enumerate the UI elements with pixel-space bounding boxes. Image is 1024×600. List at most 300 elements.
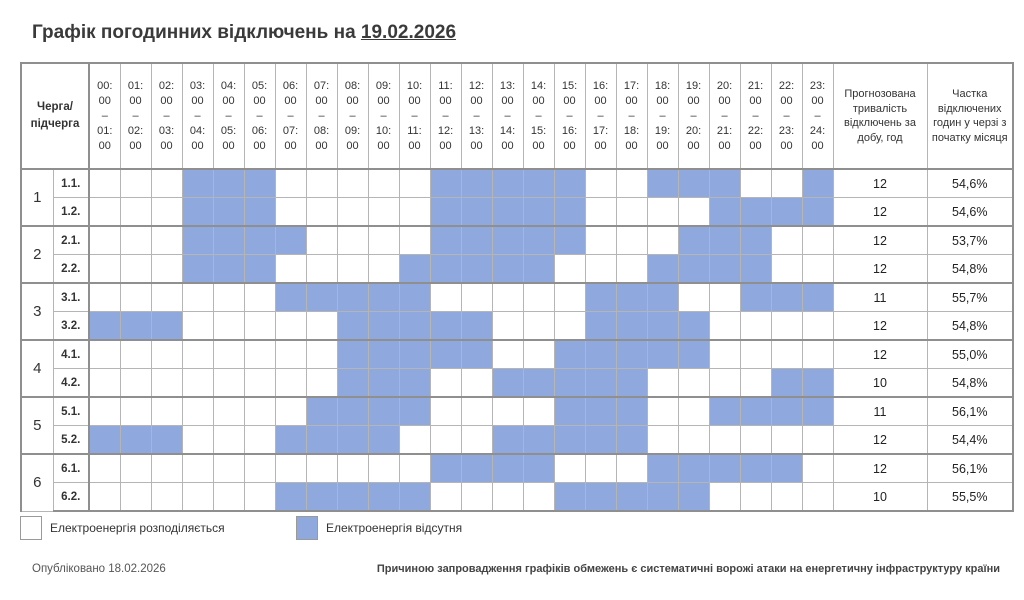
hour-cell-outage — [647, 255, 678, 284]
hour-header-part: 00 — [563, 139, 576, 152]
subqueue-label: 3.1. — [53, 283, 89, 312]
hour-cell-outage — [492, 198, 523, 227]
hour-cell-outage — [802, 369, 833, 398]
hour-cell-outage — [461, 255, 492, 284]
hour-header-part: 13: — [468, 124, 485, 137]
hour-header-part: – — [721, 109, 728, 122]
hour-header-part: 20: — [716, 79, 733, 92]
hour-cell-power — [244, 454, 275, 483]
hour-cell-power — [709, 340, 740, 369]
hour-cell-power — [399, 426, 430, 455]
hour-cell-outage — [802, 283, 833, 312]
hour-cell-outage — [368, 426, 399, 455]
hour-cell-power — [771, 340, 802, 369]
hour-cell-outage — [120, 426, 151, 455]
hour-cell-power — [616, 198, 647, 227]
hour-cell-outage — [523, 426, 554, 455]
legend-label-absent: Електроенергія відсутня — [326, 521, 463, 535]
hour-cell-power — [802, 340, 833, 369]
subqueue-label: 6.1. — [53, 454, 89, 483]
hour-cell-power — [89, 169, 120, 198]
hour-header-part: 06: — [251, 124, 268, 137]
hour-header-part: 08: — [313, 124, 330, 137]
hour-header-part: 18: — [654, 79, 671, 92]
hour-cell-outage — [647, 454, 678, 483]
hour-header-part: – — [814, 109, 821, 122]
hour-header-part: – — [535, 109, 542, 122]
hour-header-part: – — [783, 109, 790, 122]
hour-cell-outage — [523, 454, 554, 483]
hour-cell-outage — [771, 283, 802, 312]
hour-header-part: 11: — [407, 124, 422, 137]
hour-cell-power — [120, 369, 151, 398]
subqueue-label: 5.2. — [53, 426, 89, 455]
hour-header-part: 16: — [561, 124, 578, 137]
hour-cell-outage — [306, 483, 337, 512]
share-value: 54,8% — [927, 369, 1013, 398]
hour-header-part: 00 — [749, 139, 762, 152]
hour-header-part: – — [504, 109, 511, 122]
hour-cell-power — [275, 454, 306, 483]
hour-cell-outage — [616, 369, 647, 398]
hour-cell-power — [647, 397, 678, 426]
hour-cell-outage — [213, 226, 244, 255]
hour-header — [89, 63, 120, 169]
queue-number: 5 — [21, 397, 53, 454]
hour-cell-power — [151, 340, 182, 369]
hour-cell-outage — [554, 397, 585, 426]
table-row — [21, 255, 1013, 284]
table-row — [21, 483, 1013, 512]
queue-number: 2 — [21, 226, 53, 283]
table-body — [21, 169, 1013, 511]
duration-value: 10 — [833, 483, 927, 512]
hour-header — [337, 63, 368, 169]
hour-cell-outage — [275, 483, 306, 512]
hour-cell-outage — [523, 369, 554, 398]
hour-header-part: – — [194, 109, 201, 122]
hour-header-part: 00 — [160, 94, 173, 107]
hour-header-part: – — [752, 109, 759, 122]
hour-header-part: 19: — [654, 124, 671, 137]
queue-number: 6 — [21, 454, 53, 511]
hour-cell-power — [368, 226, 399, 255]
hour-header — [678, 63, 709, 169]
hour-header-part: 24: — [809, 124, 826, 137]
hour-cell-power — [647, 226, 678, 255]
hour-cell-power — [275, 340, 306, 369]
hour-cell-outage — [709, 255, 740, 284]
duration-header: Прогнозована тривалість відключень за добу, год — [833, 63, 927, 169]
hour-cell-power — [275, 198, 306, 227]
share-value: 55,0% — [927, 340, 1013, 369]
hour-cell-outage — [647, 169, 678, 198]
hour-cell-power — [120, 283, 151, 312]
hour-cell-outage — [275, 283, 306, 312]
share-value: 54,8% — [927, 312, 1013, 341]
share-value: 55,5% — [927, 483, 1013, 512]
hour-cell-outage — [182, 198, 213, 227]
hour-cell-outage — [306, 397, 337, 426]
hour-cell-power — [120, 340, 151, 369]
hour-cell-power — [678, 198, 709, 227]
hour-cell-power — [740, 426, 771, 455]
hour-cell-outage — [151, 312, 182, 341]
hour-cell-outage — [368, 483, 399, 512]
hour-cell-power — [461, 369, 492, 398]
hour-cell-outage — [709, 169, 740, 198]
hour-cell-outage — [802, 169, 833, 198]
hour-cell-outage — [647, 283, 678, 312]
hour-cell-power — [244, 369, 275, 398]
hour-cell-power — [771, 483, 802, 512]
hour-header-part: 15: — [561, 79, 578, 92]
hour-header-part: 00 — [191, 139, 204, 152]
hour-cell-power — [151, 483, 182, 512]
queue-number: 3 — [21, 283, 53, 340]
hour-cell-outage — [802, 198, 833, 227]
hour-header-part: – — [349, 109, 356, 122]
hour-cell-outage — [399, 255, 430, 284]
hour-cell-power — [585, 169, 616, 198]
hour-header-part: 00 — [563, 94, 576, 107]
hour-cell-outage — [678, 312, 709, 341]
hour-cell-power — [399, 198, 430, 227]
hour-cell-power — [430, 369, 461, 398]
share-value: 56,1% — [927, 454, 1013, 483]
hour-cell-power — [182, 426, 213, 455]
hour-cell-power — [740, 340, 771, 369]
hour-header — [802, 63, 833, 169]
hour-header-part: 00 — [811, 139, 824, 152]
hour-cell-outage — [802, 397, 833, 426]
table-row — [21, 312, 1013, 341]
hour-header-part: 12: — [437, 124, 454, 137]
hour-header-part: 00 — [470, 94, 483, 107]
hour-cell-outage — [647, 312, 678, 341]
share-value: 56,1% — [927, 397, 1013, 426]
hour-cell-outage — [492, 169, 523, 198]
hour-cell-power — [771, 426, 802, 455]
hour-cell-power — [182, 454, 213, 483]
hour-header-part: 18: — [623, 124, 640, 137]
hour-cell-power — [306, 198, 337, 227]
hour-cell-outage — [182, 226, 213, 255]
hour-cell-outage — [213, 198, 244, 227]
hour-cell-power — [802, 312, 833, 341]
hour-header-part: 21: — [747, 79, 764, 92]
hour-header — [461, 63, 492, 169]
share-value: 54,6% — [927, 169, 1013, 198]
hour-cell-outage — [554, 169, 585, 198]
hour-cell-outage — [678, 226, 709, 255]
hour-header-part: 00: — [97, 79, 113, 92]
hour-cell-power — [523, 340, 554, 369]
hour-header-part: 00 — [780, 139, 793, 152]
hour-cell-power — [771, 226, 802, 255]
hour-cell-power — [182, 483, 213, 512]
duration-value: 12 — [833, 340, 927, 369]
hour-cell-outage — [368, 397, 399, 426]
hour-cell-outage — [337, 483, 368, 512]
duration-value: 12 — [833, 255, 927, 284]
hour-header-part: 00 — [98, 94, 111, 107]
hour-cell-power — [151, 454, 182, 483]
hour-header — [492, 63, 523, 169]
hour-header — [306, 63, 337, 169]
hour-cell-power — [523, 397, 554, 426]
hour-cell-power — [182, 312, 213, 341]
hour-cell-outage — [585, 426, 616, 455]
queue-number: 4 — [21, 340, 53, 397]
hour-cell-power — [120, 397, 151, 426]
hour-cell-outage — [337, 283, 368, 312]
hour-cell-outage — [740, 283, 771, 312]
hour-cell-power — [740, 169, 771, 198]
hour-cell-power — [244, 283, 275, 312]
hour-cell-outage — [430, 454, 461, 483]
hour-cell-power — [306, 255, 337, 284]
hour-header-part: 00 — [315, 139, 328, 152]
hour-header-part: 14: — [530, 79, 547, 92]
hour-header-part: 02: — [158, 79, 175, 92]
hour-cell-power — [120, 198, 151, 227]
share-header: Частка відключених годин у черзі з початку місяця — [927, 63, 1013, 169]
hour-cell-outage — [678, 454, 709, 483]
hour-cell-power — [523, 312, 554, 341]
hour-cell-power — [492, 283, 523, 312]
subqueue-label: 3.2. — [53, 312, 89, 341]
hour-header-part: 00 — [594, 94, 607, 107]
hour-cell-outage — [430, 169, 461, 198]
hour-cell-outage — [337, 369, 368, 398]
hour-cell-power — [244, 426, 275, 455]
hour-header — [430, 63, 461, 169]
hour-cell-outage — [554, 198, 585, 227]
hour-cell-outage — [771, 198, 802, 227]
hour-header-part: – — [132, 109, 139, 122]
share-value: 53,7% — [927, 226, 1013, 255]
hour-cell-power — [337, 169, 368, 198]
hour-cell-outage — [616, 312, 647, 341]
hour-header — [523, 63, 554, 169]
hour-header-part: 00 — [98, 139, 111, 152]
title-date: 19.02.2026 — [360, 22, 457, 43]
hour-cell-outage — [399, 483, 430, 512]
hour-cell-power — [337, 198, 368, 227]
duration-value: 12 — [833, 312, 927, 341]
hour-cell-outage — [678, 483, 709, 512]
hour-cell-outage — [616, 340, 647, 369]
hour-cell-power — [120, 483, 151, 512]
hour-header-part: 11: — [438, 79, 453, 92]
hour-cell-power — [554, 283, 585, 312]
hour-cell-power — [399, 169, 430, 198]
hour-cell-outage — [89, 426, 120, 455]
hour-header-part: 00 — [501, 94, 514, 107]
hour-cell-power — [709, 283, 740, 312]
subqueue-label: 6.2. — [53, 483, 89, 512]
hour-cell-outage — [461, 312, 492, 341]
hour-header-part: – — [101, 109, 108, 122]
hour-header-part: 22: — [747, 124, 764, 137]
hour-cell-power — [182, 397, 213, 426]
hour-cell-outage — [182, 255, 213, 284]
hour-cell-outage — [585, 397, 616, 426]
hour-cell-outage — [306, 283, 337, 312]
hour-cell-power — [275, 369, 306, 398]
hour-header — [616, 63, 647, 169]
hour-cell-outage — [771, 454, 802, 483]
hour-cell-power — [213, 426, 244, 455]
duration-value: 11 — [833, 283, 927, 312]
hour-header-part: 00 — [718, 94, 731, 107]
table-row — [21, 397, 1013, 426]
hour-header-part: 00 — [346, 139, 359, 152]
hour-header-part: 17: — [592, 124, 609, 137]
hour-cell-power — [275, 312, 306, 341]
hour-header-part: 10: — [406, 79, 423, 92]
hour-header-part: 00 — [377, 94, 390, 107]
hour-header-part: 09: — [344, 124, 361, 137]
hour-cell-power — [120, 454, 151, 483]
hour-header-part: 22: — [778, 79, 795, 92]
hour-header-part: 04: — [189, 124, 206, 137]
hour-cell-power — [337, 454, 368, 483]
hour-cell-power — [709, 312, 740, 341]
hour-header — [554, 63, 585, 169]
hour-header-part: 19: — [685, 79, 702, 92]
hour-cell-power — [771, 169, 802, 198]
hour-header-part: 00 — [129, 94, 142, 107]
hour-cell-outage — [554, 369, 585, 398]
hour-cell-power — [151, 198, 182, 227]
hour-cell-power — [306, 454, 337, 483]
hour-cell-outage — [337, 340, 368, 369]
hour-header-part: 00 — [315, 94, 328, 107]
hour-cell-power — [771, 312, 802, 341]
hour-cell-outage — [616, 426, 647, 455]
hour-header-part: – — [163, 109, 170, 122]
subqueue-label: 4.2. — [53, 369, 89, 398]
hour-cell-outage — [492, 369, 523, 398]
hour-cell-outage — [740, 255, 771, 284]
hour-cell-power — [306, 226, 337, 255]
hour-header-part: 03: — [158, 124, 175, 137]
hour-header-part: 00 — [284, 94, 297, 107]
hour-header-part: – — [628, 109, 635, 122]
hour-cell-power — [120, 226, 151, 255]
hour-cell-outage — [709, 397, 740, 426]
hour-header-part: 00 — [408, 94, 421, 107]
hour-cell-outage — [585, 283, 616, 312]
hour-cell-outage — [368, 312, 399, 341]
hour-cell-outage — [368, 340, 399, 369]
hour-header — [585, 63, 616, 169]
hour-cell-power — [151, 226, 182, 255]
hour-cell-power — [244, 483, 275, 512]
hour-cell-outage — [554, 340, 585, 369]
hour-cell-power — [616, 169, 647, 198]
hour-cell-outage — [430, 198, 461, 227]
hour-cell-outage — [337, 426, 368, 455]
hour-cell-power — [89, 198, 120, 227]
hour-cell-outage — [585, 312, 616, 341]
hour-cell-outage — [678, 340, 709, 369]
hour-cell-power — [89, 340, 120, 369]
hour-cell-outage — [523, 255, 554, 284]
queue-number: 1 — [21, 169, 53, 226]
hour-header — [709, 63, 740, 169]
hour-cell-power — [585, 255, 616, 284]
hour-header-part: 14: — [499, 124, 516, 137]
hour-cell-power — [399, 454, 430, 483]
hour-cell-outage — [616, 283, 647, 312]
subqueue-label: 1.2. — [53, 198, 89, 227]
hour-cell-outage — [740, 454, 771, 483]
hour-cell-power — [585, 226, 616, 255]
hour-cell-outage — [275, 226, 306, 255]
hour-header-part: – — [380, 109, 387, 122]
legend-swatch-absent — [296, 516, 318, 540]
hour-cell-outage — [244, 226, 275, 255]
hour-header-part: 23: — [809, 79, 826, 92]
hour-cell-outage — [306, 426, 337, 455]
hour-cell-outage — [399, 312, 430, 341]
hour-cell-power — [89, 283, 120, 312]
duration-value: 12 — [833, 169, 927, 198]
hour-cell-outage — [430, 226, 461, 255]
hour-cell-power — [647, 426, 678, 455]
hour-cell-power — [368, 255, 399, 284]
hour-cell-outage — [709, 226, 740, 255]
hour-header-part: 00 — [377, 139, 390, 152]
hour-cell-power — [492, 483, 523, 512]
hour-cell-outage — [337, 397, 368, 426]
hour-header-part: 00 — [439, 94, 452, 107]
hour-cell-power — [182, 369, 213, 398]
hour-header-part: 01: — [97, 124, 113, 137]
hour-header-part: 00 — [780, 94, 793, 107]
hour-cell-power — [678, 426, 709, 455]
hour-cell-power — [151, 283, 182, 312]
legend-swatch-available — [20, 516, 42, 540]
hour-cell-power — [554, 312, 585, 341]
hour-cell-power — [368, 454, 399, 483]
table-row — [21, 454, 1013, 483]
subqueue-label: 1.1. — [53, 169, 89, 198]
hour-cell-power — [647, 369, 678, 398]
hour-cell-power — [151, 369, 182, 398]
hour-cell-outage — [430, 340, 461, 369]
duration-value: 12 — [833, 426, 927, 455]
subqueue-label: 2.1. — [53, 226, 89, 255]
hour-header-part: 02: — [127, 124, 144, 137]
hour-cell-outage — [523, 198, 554, 227]
hour-header-part: 00 — [191, 94, 204, 107]
hour-cell-power — [306, 340, 337, 369]
hour-header-part: 01: — [127, 79, 144, 92]
hour-cell-outage — [585, 369, 616, 398]
hour-cell-power — [430, 426, 461, 455]
hour-header-part: 08: — [344, 79, 361, 92]
hour-header-part: 21: — [716, 124, 733, 137]
hour-header-part: – — [411, 109, 418, 122]
table-header-row — [21, 63, 1013, 169]
hour-header-part: 00 — [470, 139, 483, 152]
hour-cell-power — [213, 369, 244, 398]
hour-cell-power — [430, 483, 461, 512]
